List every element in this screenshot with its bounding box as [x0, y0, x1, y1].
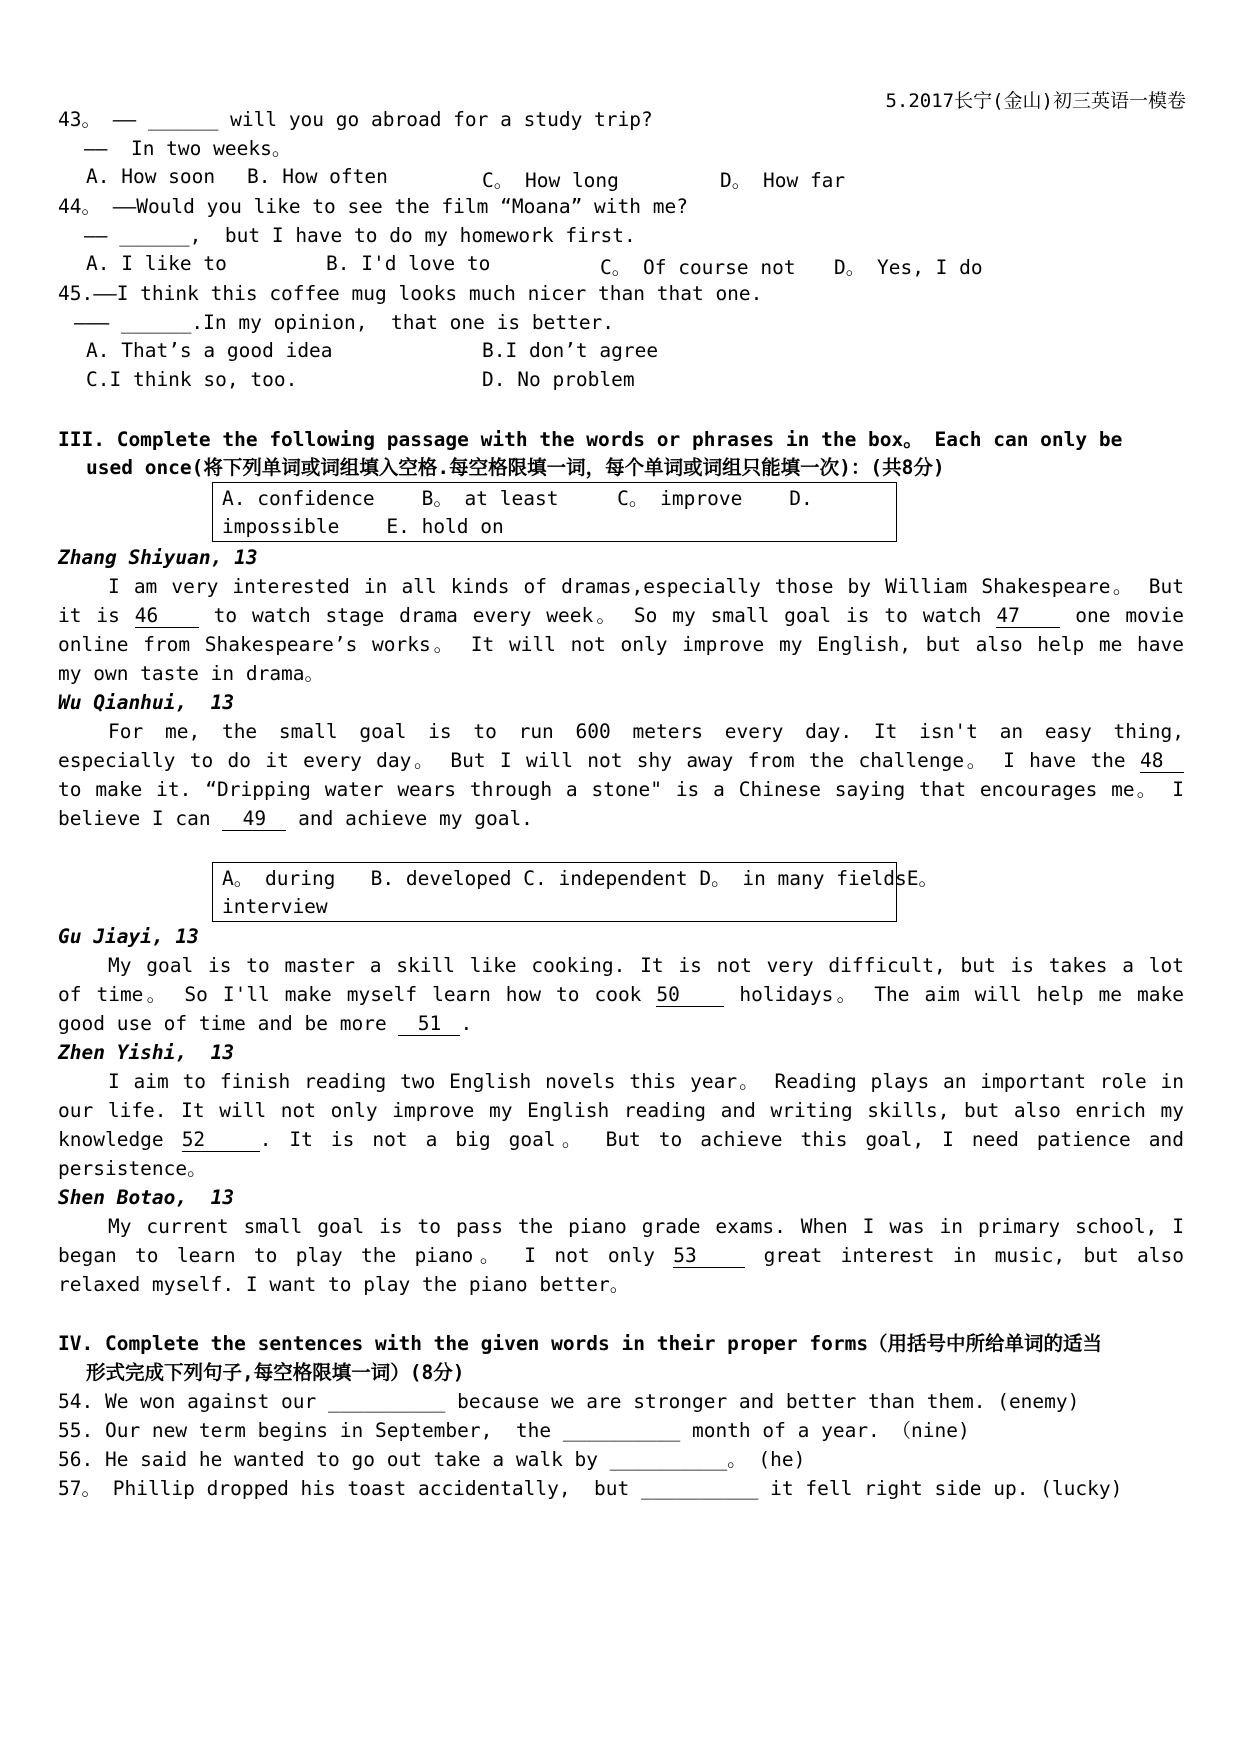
- q45-option-b: B.I don’t agree: [482, 339, 659, 362]
- blank-46[interactable]: 46: [135, 605, 199, 628]
- p5-line2: [58, 1243, 1184, 1269]
- q44-prompt: 44。 ——Would you like to see the film “Moana” with me?: [58, 195, 688, 218]
- q43-prompt: 43。 —— ______ will you go abroad for a study trip?: [58, 108, 653, 131]
- blank-47[interactable]: 47: [996, 605, 1060, 628]
- q44-option-a: A. I like to: [86, 252, 227, 275]
- p3-text-c: good use of time and be more: [58, 1012, 387, 1035]
- q54: 54. We won against our __________ because we are stronger and better than them. (enemy): [58, 1390, 1080, 1413]
- student-name-gu: Gu Jiayi, 13: [58, 925, 199, 948]
- p1-text-a: it is: [58, 604, 120, 627]
- p4-text-b: . It is not a big goal。 But to achieve this goal, I need patience and: [259, 1128, 1184, 1151]
- word-box-1-line1: A. confidence B。 at least C。 improve D.: [222, 487, 813, 510]
- p2-line1: For me, the small goal is to run 600 meters every day. It isn't an easy thing,: [108, 720, 1184, 743]
- p5-line3: relaxed myself. I want to play the piano better。: [58, 1273, 630, 1296]
- blank-53[interactable]: 53: [673, 1245, 745, 1268]
- p1-text-b: to watch stage drama every week。 So my small goal is to watch: [213, 604, 982, 627]
- q44-option-b: B. I'd love to: [326, 252, 491, 275]
- p1-line4: my own taste in drama。: [58, 662, 325, 685]
- p1-line1: I am very interested in all kinds of dramas,especially those by William Shakespeare。 But: [108, 575, 1184, 598]
- q45-prompt: 45.——I think this coffee mug looks much nicer than that one.: [58, 282, 763, 305]
- q55: 55. Our new term begins in September, the __________ month of a year. （nine): [58, 1419, 970, 1442]
- blank-49[interactable]: 49: [222, 808, 286, 831]
- q43-option-c: C。 How long: [482, 169, 619, 192]
- q43-option-b: B. How often: [247, 165, 388, 188]
- student-name-zhang: Zhang Shiyuan, 13: [58, 546, 258, 569]
- p1-text-c: one movie: [1075, 604, 1185, 627]
- blank-48[interactable]: 48: [1140, 750, 1184, 773]
- p4-line3: [58, 1127, 1184, 1153]
- q44-option-d: D。 Yes, I do: [834, 256, 983, 279]
- p2-line3: to make it. “Dripping water wears through a stone" is a Chinese saying that encourages me。 I: [58, 778, 1184, 801]
- p2-line4: [58, 806, 533, 832]
- p3-line1: My goal is to master a skill like cooking. It is not very difficult, but is takes a lot: [108, 954, 1184, 977]
- section3-title-line2: used once(将下列单词或词组填入空格.每空格限填一词，每个单词或词组只能填一次)：(共8分): [86, 456, 945, 479]
- section4-title-line1: IV. Complete the sentences with the given words in their proper forms（用括号中所给单词的适当: [58, 1332, 1103, 1355]
- q57: 57。 Phillip dropped his toast accidentally, but __________ it fell right side up. (lucky): [58, 1477, 1123, 1500]
- q43-reply: —— In two weeks。: [84, 137, 292, 160]
- q45-option-c: C.I think so, too.: [86, 368, 298, 391]
- q43-option-d: D。 How far: [720, 169, 846, 192]
- q45-reply: ——— ______.In my opinion, that one is better.: [74, 311, 615, 334]
- p4-line2: our life. It will not only improve my English reading and writing skills, but also enrich my: [58, 1099, 1184, 1122]
- student-name-zhen: Zhen Yishi, 13: [58, 1041, 235, 1064]
- p5-text-b: great interest in music, but also: [763, 1244, 1184, 1267]
- q44-option-c: C。 Of course not: [600, 256, 796, 279]
- p2-text-c: believe I can: [58, 807, 211, 830]
- q45-option-a: A. That’s a good idea: [86, 339, 333, 362]
- q43-option-a: A. How soon: [86, 165, 216, 188]
- blank-52[interactable]: 52: [182, 1129, 260, 1152]
- page-header: 5.2017长宁(金山)初三英语一模卷: [885, 90, 1186, 112]
- word-box-2-line1: A。 during B. developed C. independent D。 in many fieldsE。: [222, 867, 938, 890]
- p3-text-a: of time。 So I'll make myself learn how to cook: [58, 983, 642, 1006]
- p1-line2: [58, 603, 1184, 629]
- student-name-wu: Wu Qianhui, 13: [58, 691, 235, 714]
- p3-text-b: holidays。 The aim will help me make: [739, 983, 1184, 1006]
- p4-text-a: knowledge: [58, 1128, 164, 1151]
- p2-line2: [58, 748, 1184, 774]
- section4-title-line2: 形式完成下列句子,每空格限填一词）(8分): [86, 1361, 465, 1384]
- blank-51[interactable]: 51: [398, 1013, 460, 1036]
- section3-title-line1: III. Complete the following passage with the words or phrases in the box。 Each can only be: [58, 428, 1123, 451]
- p1-line3: online from Shakespeare’s works。 It will not only improve my English, but also help me have: [58, 633, 1184, 656]
- p3-line3: [58, 1011, 472, 1037]
- word-box-2-line2: interview: [222, 895, 328, 918]
- q56: 56. He said he wanted to go out take a walk by __________。 (he): [58, 1448, 806, 1471]
- student-name-shen: Shen Botao, 13: [58, 1186, 235, 1209]
- p2-text-d: and achieve my goal.: [298, 807, 533, 830]
- p5-line1: My current small goal is to pass the piano grade exams. When I was in primary school, I: [108, 1215, 1184, 1238]
- p2-text-a: especially to do it every day。 But I will not shy away from the challenge。 I have the: [58, 749, 1126, 772]
- p3-line2: [58, 982, 1184, 1008]
- p3-text-d: .: [460, 1012, 473, 1035]
- q45-option-d: D. No problem: [482, 368, 635, 391]
- p4-line4: persistence。: [58, 1157, 207, 1180]
- q44-reply: —— ______, but I have to do my homework first.: [84, 224, 636, 247]
- p4-line1: I aim to finish reading two English novels this year。 Reading plays an important role in: [108, 1070, 1184, 1093]
- blank-50[interactable]: 50: [656, 984, 724, 1007]
- word-box-1-line2: impossible E. hold on: [222, 515, 504, 538]
- p5-text-a: began to learn to play the piano。 I not only: [58, 1244, 655, 1267]
